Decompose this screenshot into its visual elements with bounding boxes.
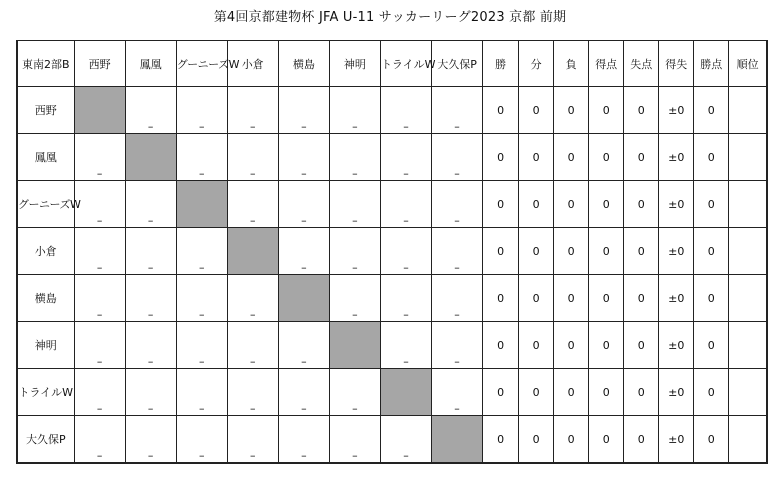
stat-cell-loss: 0 [554, 416, 589, 464]
match-result-placeholder: – [250, 402, 256, 415]
match-result-placeholder: – [301, 449, 307, 462]
self-match-cell [227, 228, 278, 275]
stat-cell-loss: 0 [554, 87, 589, 134]
column-header-team: 小倉 [227, 41, 278, 87]
stat-cell-gf: 0 [589, 416, 624, 464]
match-result-cell [176, 416, 227, 464]
match-result-cell [74, 134, 125, 181]
match-result-placeholder: – [250, 308, 256, 321]
stat-cell-ga: 0 [624, 228, 659, 275]
match-result-placeholder: – [198, 355, 205, 368]
row-header-team: グーニーズW [17, 181, 74, 228]
match-result-cell [329, 134, 380, 181]
match-result-cell [176, 369, 227, 416]
column-header-team: トライルW [380, 41, 431, 87]
match-result-cell [125, 275, 176, 322]
match-result-placeholder: – [96, 214, 103, 227]
column-header-stat: 得失 [659, 41, 694, 87]
page-title: 第4回京都建物杯 JFA U-11 サッカーリーグ2023 京都 前期 [213, 10, 567, 25]
match-result-placeholder: – [96, 261, 103, 274]
stat-cell-win: 0 [483, 416, 519, 464]
stat-cell-gd: ±0 [659, 275, 694, 322]
stat-cell-loss: 0 [554, 134, 589, 181]
match-result-cell [176, 228, 227, 275]
table-row [17, 134, 767, 181]
stat-cell-loss: 0 [554, 228, 589, 275]
league-table [16, 40, 768, 464]
match-result-cell [125, 228, 176, 275]
stat-cell-draw: 0 [519, 416, 554, 464]
table-row [17, 322, 767, 369]
stat-cell-ga: 0 [624, 369, 659, 416]
self-match-cell [432, 416, 483, 464]
stat-cell-ga: 0 [624, 181, 659, 228]
match-result-placeholder: – [403, 261, 409, 274]
self-match-cell [278, 275, 329, 322]
match-result-cell [380, 181, 431, 228]
match-result-cell [227, 181, 278, 228]
match-result-cell [278, 134, 329, 181]
table-row [17, 181, 767, 228]
stat-cell-ga: 0 [624, 275, 659, 322]
stat-cell-pts: 0 [694, 134, 729, 181]
match-result-cell [227, 87, 278, 134]
match-result-placeholder: – [403, 355, 409, 368]
match-result-placeholder: – [147, 261, 154, 274]
match-result-cell [227, 275, 278, 322]
match-result-cell [278, 416, 329, 464]
stat-cell-rank [729, 181, 767, 228]
match-result-placeholder: – [403, 214, 409, 227]
match-result-placeholder: – [96, 308, 103, 321]
match-result-placeholder: – [403, 167, 409, 180]
match-result-placeholder: – [198, 261, 205, 274]
column-header-stat: 勝点 [694, 41, 729, 87]
match-result-cell [227, 416, 278, 464]
stat-cell-gd: ±0 [659, 416, 694, 464]
self-match-cell [380, 369, 431, 416]
self-match-cell [74, 87, 125, 134]
row-header-team: 鳳凰 [17, 134, 74, 181]
match-result-placeholder: – [352, 167, 358, 180]
stat-cell-win: 0 [483, 87, 519, 134]
column-header-team: 神明 [329, 41, 380, 87]
match-result-placeholder: – [198, 308, 205, 321]
match-result-cell [176, 134, 227, 181]
match-result-cell [74, 275, 125, 322]
match-result-placeholder: – [352, 214, 358, 227]
match-result-placeholder: – [96, 355, 103, 368]
match-result-placeholder: – [147, 355, 154, 368]
stat-cell-pts: 0 [694, 322, 729, 369]
match-result-cell [329, 181, 380, 228]
table-row [17, 228, 767, 275]
match-result-placeholder: – [301, 214, 307, 227]
match-result-placeholder: – [198, 449, 205, 462]
match-result-placeholder: – [352, 261, 358, 274]
match-result-placeholder: – [301, 261, 307, 274]
column-header-stat: 負 [554, 41, 589, 87]
stat-cell-rank [729, 134, 767, 181]
stat-cell-gd: ±0 [659, 369, 694, 416]
match-result-placeholder: – [454, 167, 460, 180]
stat-cell-draw: 0 [519, 275, 554, 322]
column-header-stat: 失点 [624, 41, 659, 87]
match-result-placeholder: – [403, 449, 409, 462]
stat-cell-gf: 0 [589, 369, 624, 416]
match-result-cell [278, 369, 329, 416]
match-result-placeholder: – [198, 120, 205, 133]
stat-cell-draw: 0 [519, 87, 554, 134]
match-result-cell [74, 369, 125, 416]
match-result-cell [432, 228, 483, 275]
stat-cell-draw: 0 [519, 228, 554, 275]
stat-cell-gd: ±0 [659, 181, 694, 228]
column-header-team: 鳳凰 [125, 41, 176, 87]
stat-cell-win: 0 [483, 228, 519, 275]
match-result-placeholder: – [96, 402, 103, 415]
match-result-placeholder: – [96, 167, 103, 180]
column-header-team: グーニーズW [176, 41, 227, 87]
stat-cell-win: 0 [483, 275, 519, 322]
match-result-cell [432, 181, 483, 228]
match-result-cell [125, 181, 176, 228]
match-result-placeholder: – [147, 308, 154, 321]
stat-cell-pts: 0 [694, 416, 729, 464]
table-row [17, 369, 767, 416]
match-result-cell [278, 181, 329, 228]
match-result-placeholder: – [301, 120, 307, 133]
column-header-stat: 得点 [589, 41, 624, 87]
match-result-placeholder: – [147, 402, 154, 415]
match-result-cell [227, 322, 278, 369]
match-result-cell [380, 322, 431, 369]
table-row [17, 416, 767, 464]
self-match-cell [176, 181, 227, 228]
stat-cell-gf: 0 [589, 87, 624, 134]
match-result-placeholder: – [147, 449, 154, 462]
match-result-placeholder: – [454, 120, 460, 133]
match-result-placeholder: – [250, 449, 256, 462]
match-result-placeholder: – [301, 167, 307, 180]
stat-cell-gd: ±0 [659, 134, 694, 181]
match-result-placeholder: – [352, 308, 358, 321]
stat-cell-ga: 0 [624, 322, 659, 369]
column-header-stat: 勝 [483, 41, 519, 87]
match-result-cell [380, 275, 431, 322]
match-result-cell [176, 87, 227, 134]
stat-cell-loss: 0 [554, 181, 589, 228]
column-header-team: 西野 [74, 41, 125, 87]
row-header-team: 西野 [17, 87, 74, 134]
row-header-team: 横島 [17, 275, 74, 322]
match-result-cell [432, 87, 483, 134]
stat-cell-rank [729, 87, 767, 134]
stat-cell-rank [729, 416, 767, 464]
row-header-team: トライルW [17, 369, 74, 416]
match-result-cell [432, 369, 483, 416]
match-result-cell [329, 369, 380, 416]
stat-cell-draw: 0 [519, 181, 554, 228]
column-header-stat: 順位 [729, 41, 767, 87]
match-result-cell [329, 87, 380, 134]
stat-cell-win: 0 [483, 134, 519, 181]
column-header-team: 大久保P [432, 41, 483, 87]
match-result-placeholder: – [250, 214, 256, 227]
match-result-cell [380, 87, 431, 134]
stat-cell-pts: 0 [694, 275, 729, 322]
table-row [17, 87, 767, 134]
match-result-cell [380, 134, 431, 181]
match-result-cell [74, 181, 125, 228]
match-result-cell [125, 416, 176, 464]
stat-cell-win: 0 [483, 369, 519, 416]
stat-cell-pts: 0 [694, 87, 729, 134]
stat-cell-rank [729, 322, 767, 369]
stat-cell-draw: 0 [519, 322, 554, 369]
match-result-cell [74, 228, 125, 275]
match-result-cell [329, 228, 380, 275]
match-result-placeholder: – [403, 120, 409, 133]
stat-cell-loss: 0 [554, 275, 589, 322]
match-result-cell [125, 369, 176, 416]
stat-cell-ga: 0 [624, 416, 659, 464]
match-result-cell [227, 134, 278, 181]
match-result-cell [278, 228, 329, 275]
header-row [17, 41, 767, 87]
match-result-cell [176, 322, 227, 369]
match-result-cell [125, 322, 176, 369]
stat-cell-gf: 0 [589, 181, 624, 228]
group-label: 東南2部B [17, 41, 74, 87]
stat-cell-gf: 0 [589, 275, 624, 322]
match-result-placeholder: – [96, 449, 103, 462]
match-result-placeholder: – [454, 355, 460, 368]
match-result-placeholder: – [250, 120, 256, 133]
stat-cell-ga: 0 [624, 134, 659, 181]
match-result-placeholder: – [454, 308, 460, 321]
match-result-cell [74, 416, 125, 464]
stat-cell-loss: 0 [554, 322, 589, 369]
stat-cell-rank [729, 275, 767, 322]
stat-cell-win: 0 [483, 322, 519, 369]
match-result-placeholder: – [198, 167, 205, 180]
stat-cell-loss: 0 [554, 369, 589, 416]
stat-cell-gf: 0 [589, 134, 624, 181]
match-result-placeholder: – [250, 167, 256, 180]
stat-cell-gf: 0 [589, 322, 624, 369]
match-result-placeholder: – [301, 355, 307, 368]
stat-cell-pts: 0 [694, 181, 729, 228]
table-body [17, 87, 767, 464]
stat-cell-ga: 0 [624, 87, 659, 134]
match-result-cell [278, 87, 329, 134]
match-result-placeholder: – [301, 402, 307, 415]
match-result-placeholder: – [403, 308, 409, 321]
match-result-cell [176, 275, 227, 322]
match-result-placeholder: – [250, 355, 256, 368]
match-result-placeholder: – [352, 120, 358, 133]
match-result-placeholder: – [352, 449, 358, 462]
match-result-cell [432, 322, 483, 369]
row-header-team: 大久保P [17, 416, 74, 464]
column-header-team: 横島 [278, 41, 329, 87]
stat-cell-rank [729, 228, 767, 275]
match-result-cell [125, 87, 176, 134]
match-result-cell [432, 275, 483, 322]
match-result-cell [74, 322, 125, 369]
match-result-placeholder: – [147, 120, 154, 133]
stat-cell-win: 0 [483, 181, 519, 228]
match-result-cell [278, 322, 329, 369]
row-header-team: 神明 [17, 322, 74, 369]
column-header-stat: 分 [519, 41, 554, 87]
match-result-placeholder: – [454, 402, 460, 415]
match-result-cell [432, 134, 483, 181]
self-match-cell [329, 322, 380, 369]
match-result-cell [380, 416, 431, 464]
stat-cell-rank [729, 369, 767, 416]
self-match-cell [125, 134, 176, 181]
row-header-team: 小倉 [17, 228, 74, 275]
match-result-placeholder: – [198, 402, 205, 415]
stat-cell-gd: ±0 [659, 87, 694, 134]
match-result-cell [329, 275, 380, 322]
stat-cell-gf: 0 [589, 228, 624, 275]
stat-cell-pts: 0 [694, 369, 729, 416]
stat-cell-gd: ±0 [659, 228, 694, 275]
stat-cell-draw: 0 [519, 134, 554, 181]
match-result-placeholder: – [352, 402, 358, 415]
match-result-cell [227, 369, 278, 416]
stat-cell-gd: ±0 [659, 322, 694, 369]
stat-cell-draw: 0 [519, 369, 554, 416]
match-result-placeholder: – [454, 214, 460, 227]
match-result-placeholder: – [147, 214, 154, 227]
match-result-cell [380, 228, 431, 275]
match-result-placeholder: – [454, 261, 460, 274]
match-result-cell [329, 416, 380, 464]
table-row [17, 275, 767, 322]
stat-cell-pts: 0 [694, 228, 729, 275]
